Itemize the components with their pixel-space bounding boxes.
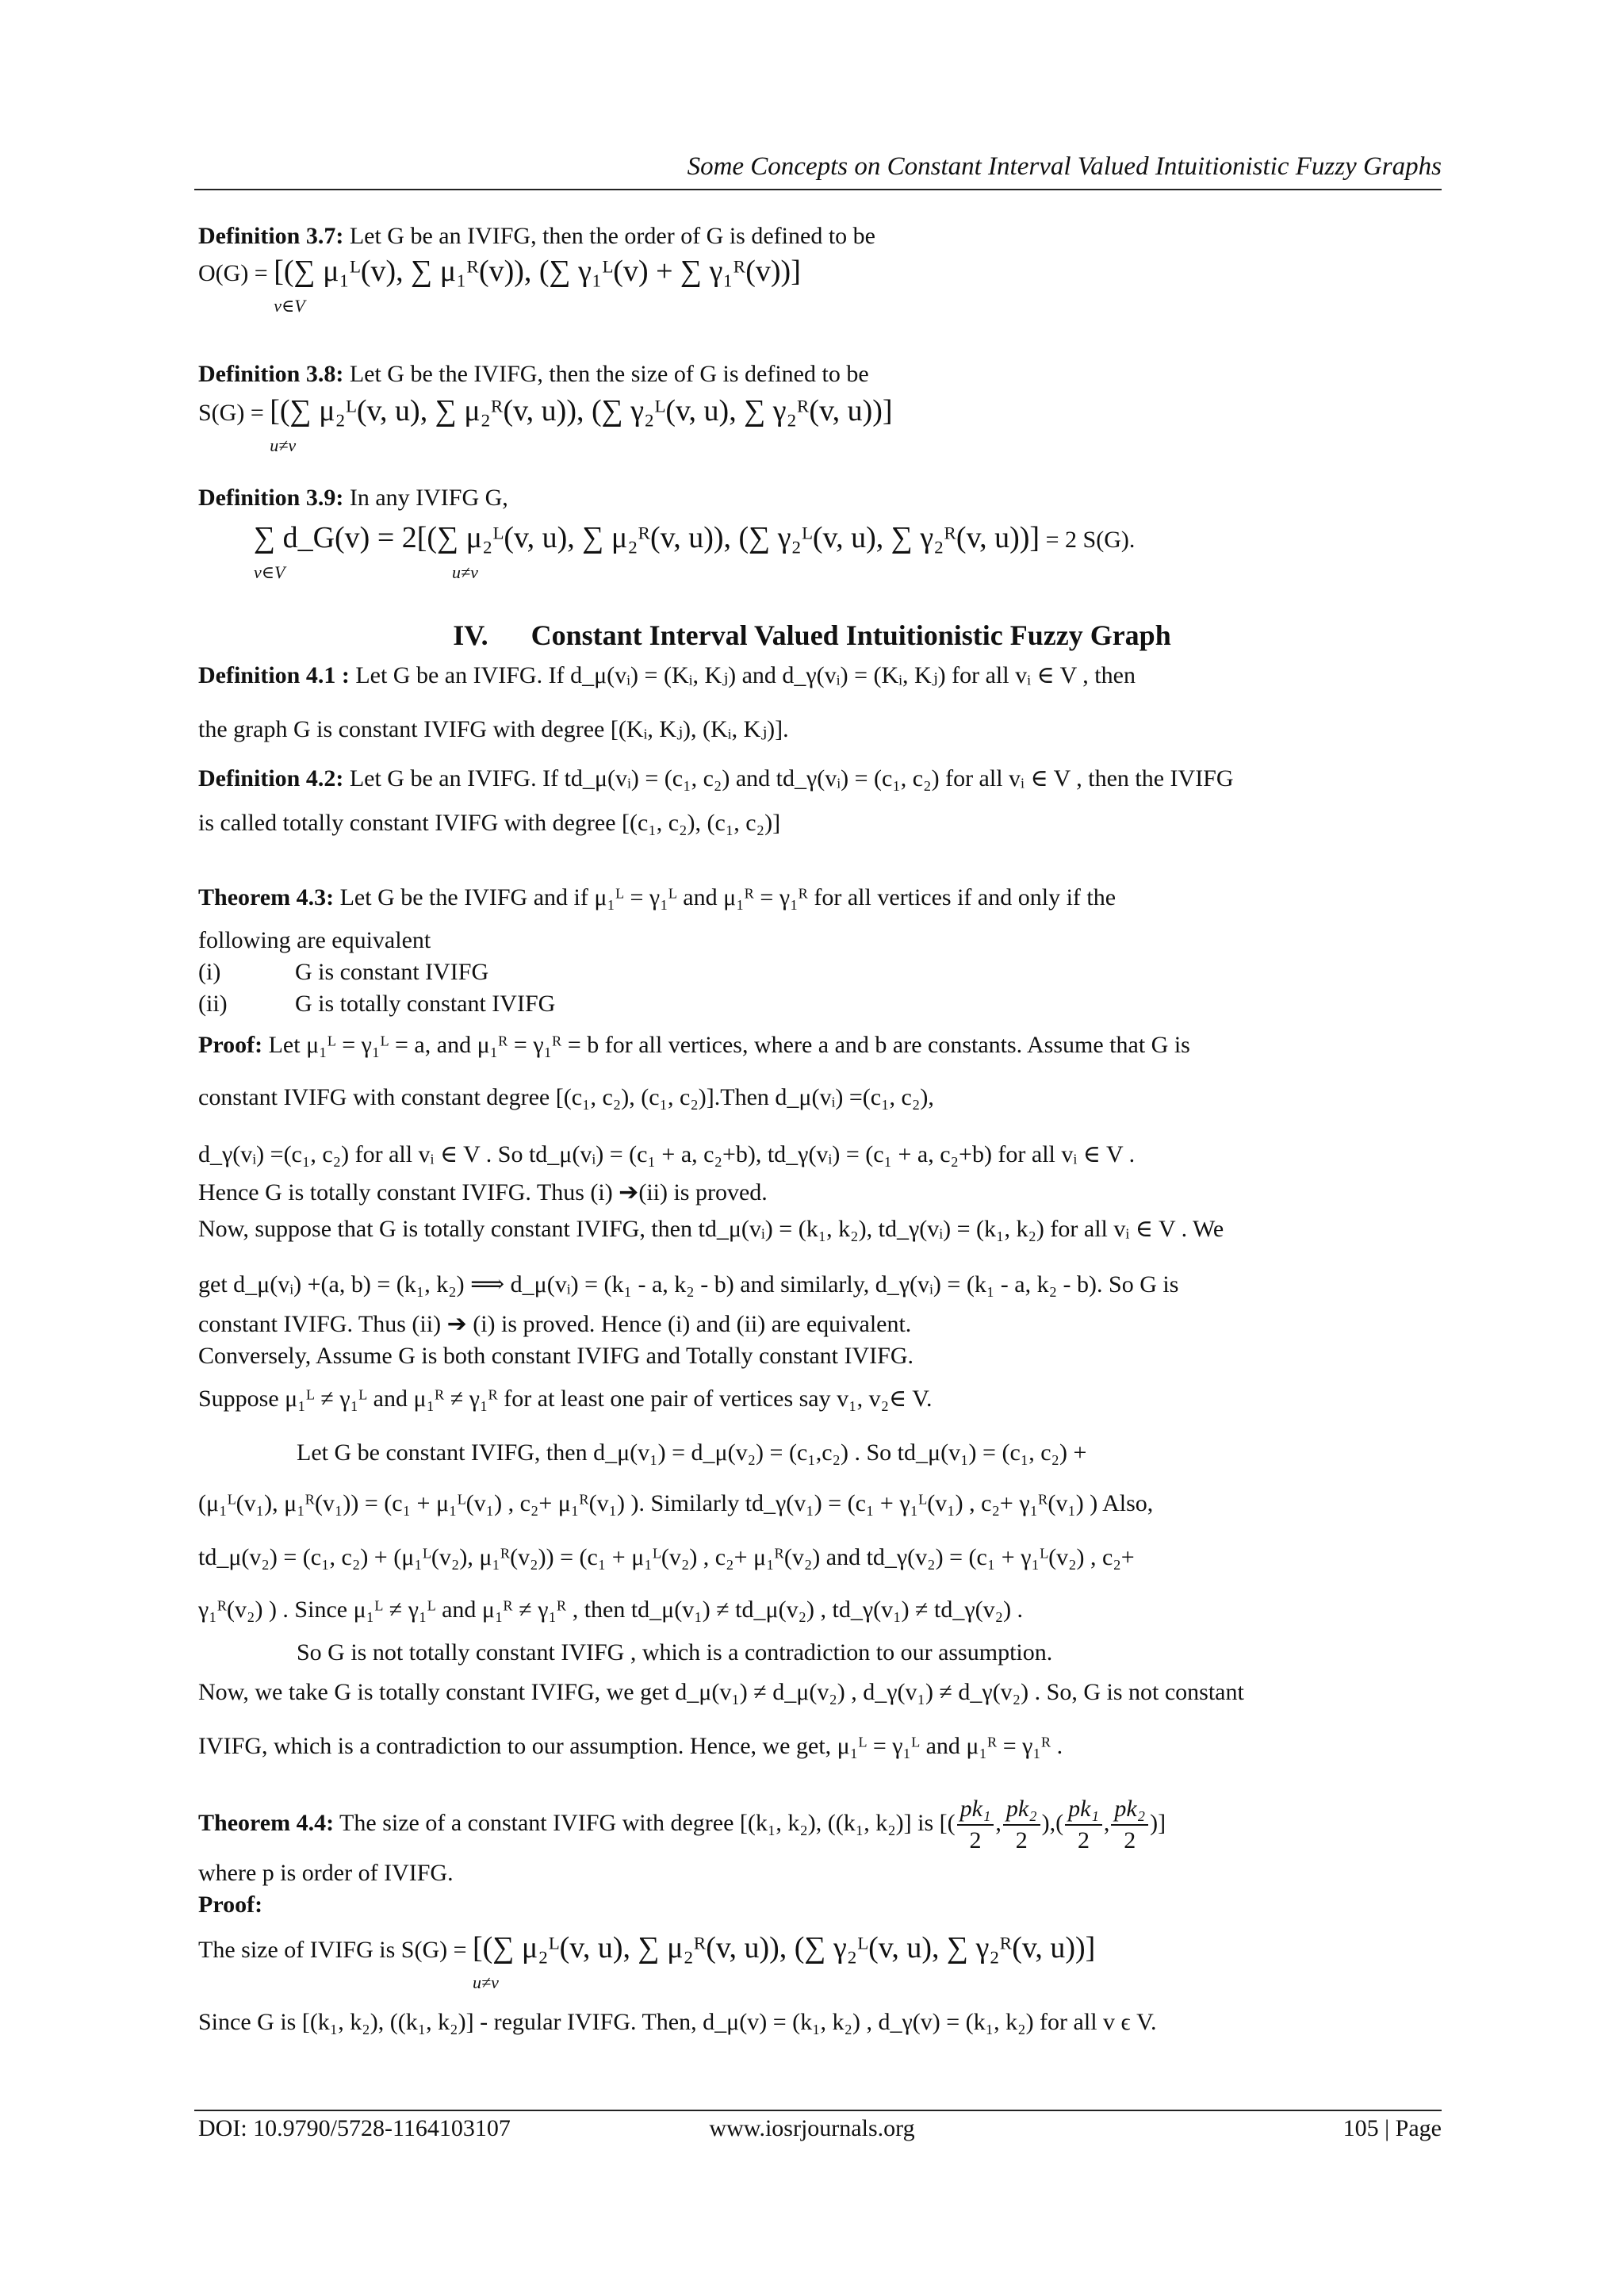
definition-3-7: [198, 220, 1442, 252]
fraction-numerator: pk₂: [1003, 1794, 1040, 1826]
definition-label: Definition 3.8:: [198, 361, 344, 387]
definition-label: Definition 3.7:: [198, 223, 344, 249]
theorem-4-3-line2: following are equivalent: [198, 927, 431, 953]
proof-line: Now, we take G is totally constant IVIFG, we get d_μ(v₁) ≠ d_μ(v₂) , d_γ(v₁) ≠ d_γ(v₂) . So, G is not constant: [198, 1679, 1244, 1705]
theorem-item: [198, 988, 1442, 1020]
fraction-denominator: 2: [1124, 1827, 1136, 1853]
proof-line: Hence G is totally constant IVIFG. Thus (i) ➔(ii) is proved.: [198, 1179, 768, 1205]
proof-heading: [198, 1889, 1442, 1921]
section-heading: [0, 619, 1624, 652]
fraction-numerator: pk₂: [1111, 1794, 1148, 1826]
definition-text: Let G be an IVIFG. If td_μ(vᵢ) = (c₁, c₂) and td_γ(vᵢ) = (c₁, c₂) for all vᵢ ∈ V , then the IVIFG: [343, 765, 1234, 792]
formula-lhs: S(G) =: [198, 400, 270, 426]
definition-label: Definition 4.2:: [198, 765, 344, 792]
summation-index: u≠v: [452, 562, 478, 582]
proof-line: [198, 1931, 1442, 1992]
section-title: Constant Interval Valued Intuitionistic Fuzzy Graph: [530, 619, 1171, 651]
section-number: IV.: [453, 619, 488, 651]
proof-line: Let G be constant IVIFG, then d_μ(v₁) = d_μ(v₂) = (c₁,c₂) . So td_μ(v₁) = (c₁, c₂) +: [297, 1439, 1087, 1466]
running-header: Some Concepts on Constant Interval Valued Intuitionistic Fuzzy Graphs: [687, 152, 1442, 181]
fraction: [1003, 1794, 1040, 1856]
proof-label: Proof:: [198, 1892, 263, 1918]
formula-lhs: O(G) =: [198, 260, 274, 286]
footer-rule: [194, 2110, 1442, 2111]
proof-line: Suppose μ₁ᴸ ≠ γ₁ᴸ and μ₁ᴿ ≠ γ₁ᴿ for at least one pair of vertices say v₁, v₂∈ V.: [198, 1386, 933, 1412]
definition-text: Let G be an IVIFG. If d_μ(vᵢ) = (Kᵢ, Kⱼ) and d_γ(vᵢ) = (Kᵢ, Kⱼ) for all vᵢ ∈ V , then: [349, 662, 1136, 688]
fraction-numerator: pk₁: [957, 1794, 994, 1826]
proof-line: IVIFG, which is a contradiction to our assumption. Hence, we get, μ₁ᴸ = γ₁ᴸ and μ₁ᴿ = γ₁ᴿ .: [198, 1733, 1063, 1759]
summation-index: v∈V: [274, 296, 305, 316]
summation-index: u≠v: [270, 435, 297, 455]
proof-line: get d_μ(vᵢ) +(a, b) = (k₁, k₂) ⟹ d_μ(vᵢ) = (k₁ - a, k₂ - b) and similarly, d_γ(vᵢ) = (k₁ - a, k₂ - b). So G is: [198, 1271, 1179, 1297]
theorem-4-3: [198, 882, 1442, 914]
definition-text: In any IVIFG G,: [343, 485, 508, 511]
summation-index: u≠v: [473, 1972, 499, 1992]
degree-sum-formula: ∑ d_G(v) = 2[(∑ μ₂ᴸ(v, u), ∑ μ₂ᴿ(v, u)), (∑ γ₂ᴸ(v, u), ∑ γ₂ᴿ(v, u))]: [254, 521, 1040, 554]
definition-4-2-line2: is called totally constant IVIFG with degree [(c₁, c₂), (c₁, c₂)]: [198, 810, 781, 836]
item-number: (i): [198, 959, 221, 985]
order-formula-line: [198, 255, 1442, 316]
theorem-text: The size of a constant IVIFG with degree [(k₁, k₂), ((k₁, k₂)] is [(: [334, 1809, 956, 1836]
proof-line: d_γ(vᵢ) =(c₁, c₂) for all vᵢ ∈ V . So td_μ(vᵢ) = (c₁ + a, c₂+b), td_γ(vᵢ) = (c₁ + a, c₂+b) for all vᵢ ∈ V .: [198, 1141, 1136, 1167]
definition-label: Definition 4.1 :: [198, 662, 350, 688]
summation-index: v∈V: [254, 562, 285, 582]
definition-text: Let G be the IVIFG, then the size of G is defined to be: [343, 361, 869, 387]
proof-text: Let μ₁ᴸ = γ₁ᴸ = a, and μ₁ᴿ = γ₁ᴿ = b for all vertices, where a and b are constants. Assume that G is: [262, 1032, 1190, 1058]
doi-text: DOI: 10.9790/5728-1164103107: [198, 2115, 511, 2141]
proof-line: (μ₁ᴸ(v₁), μ₁ᴿ(v₁)) = (c₁ + μ₁ᴸ(v₁) , c₂+ μ₁ᴿ(v₁) ). Similarly td_γ(v₁) = (c₁ + γ₁ᴸ(v₁) , c₂+ γ₁ᴿ(v₁) ) Also,: [198, 1490, 1154, 1516]
fraction: [1065, 1794, 1102, 1856]
definition-4-1-line2: the graph G is constant IVIFG with degree [(Kᵢ, Kⱼ), (Kᵢ, Kⱼ)].: [198, 716, 789, 742]
theorem-4-4: Theorem 4.4: The size of a constant IVIFG with degree [(k₁, k₂), ((k₁, k₂)] is [( $\frac{\text{pk₁}}{2}$ , $\frac{\text{pk₂}}{2}$ ),( $\frac{\text{pk₁}}{2}$ , $\frac{\text{pk₂}}{2}$ )]: [198, 1794, 1442, 1856]
proof-line: constant IVIFG. Thus (ii) ➔ (i) is proved. Hence (i) and (ii) are equivalent.: [198, 1311, 912, 1337]
proof-line: So G is not totally constant IVIFG , which is a contradiction to our assumption.: [297, 1639, 1053, 1665]
fraction-denominator: 2: [969, 1827, 982, 1853]
journal-site-link[interactable]: www.iosrjournals.org: [709, 2115, 915, 2141]
fraction-denominator: 2: [1078, 1827, 1090, 1853]
proof-line: Since G is [(k₁, k₂), ((k₁, k₂)] - regular IVIFG. Then, d_μ(v) = (k₁, k₂) , d_γ(v) = (k₁, k₂) for all v ϵ V.: [198, 2009, 1157, 2035]
theorem-label: Theorem 4.4:: [198, 1809, 335, 1836]
proof-line: [198, 1029, 1442, 1061]
proof-label: Proof:: [198, 1032, 263, 1058]
fraction: [1111, 1794, 1148, 1856]
item-text: G is constant IVIFG: [295, 959, 489, 985]
definition-text: Let G be an IVIFG, then the order of G is defined to be: [343, 223, 875, 249]
fraction-numerator: pk₁: [1065, 1794, 1102, 1826]
theorem-4-4-line2: where p is order of IVIFG.: [198, 1860, 454, 1886]
proof-line: td_μ(v₂) = (c₁, c₂) + (μ₁ᴸ(v₂), μ₁ᴿ(v₂)) = (c₁ + μ₁ᴸ(v₂) , c₂+ μ₁ᴿ(v₂) and td_γ(v₂) = (c₁ + γ₁ᴸ(v₂) , c₂+: [198, 1544, 1135, 1570]
theorem-text: Let G be the IVIFG and if μ₁ᴸ = γ₁ᴸ and μ₁ᴿ = γ₁ᴿ for all vertices if and only if the: [334, 884, 1116, 910]
theorem-item: [198, 956, 1442, 988]
item-number: (ii): [198, 991, 228, 1017]
definition-4-1: [198, 660, 1442, 692]
item-text: G is totally constant IVIFG: [295, 991, 556, 1017]
size-formula: [(∑ μ₂ᴸ(v, u), ∑ μ₂ᴿ(v, u)), (∑ γ₂ᴸ(v, u), ∑ γ₂ᴿ(v, u))]: [270, 394, 893, 427]
fraction: [957, 1794, 994, 1856]
degree-sum-formula-line: [254, 521, 1442, 582]
proof-line: Conversely, Assume G is both constant IVIFG and Totally constant IVIFG.: [198, 1343, 914, 1369]
page-number: 105 | Page: [1342, 2115, 1442, 2141]
size-formula: [(∑ μ₂ᴸ(v, u), ∑ μ₂ᴿ(v, u)), (∑ γ₂ᴸ(v, u), ∑ γ₂ᴿ(v, u))]: [473, 1931, 1096, 1964]
proof-line: γ₁ᴿ(v₂) ) . Since μ₁ᴸ ≠ γ₁ᴸ and μ₁ᴿ ≠ γ₁ᴿ , then td_μ(v₁) ≠ td_μ(v₂) , td_γ(v₁) ≠ td_γ(v₂) .: [198, 1596, 1024, 1623]
theorem-label: Theorem 4.3:: [198, 884, 335, 910]
header-rule: [194, 189, 1442, 190]
proof-line: constant IVIFG with constant degree [(c₁, c₂), (c₁, c₂)].Then d_μ(vᵢ) =(c₁, c₂),: [198, 1084, 934, 1110]
definition-label: Definition 3.9:: [198, 485, 344, 511]
definition-3-9: [198, 482, 1442, 514]
proof-line: Now, suppose that G is totally constant IVIFG, then td_μ(vᵢ) = (k₁, k₂), td_γ(vᵢ) = (k₁, k₂) for all vᵢ ∈ V . We: [198, 1216, 1224, 1242]
formula-tail: = 2 S(G).: [1040, 527, 1136, 553]
fraction-denominator: 2: [1015, 1827, 1028, 1853]
definition-3-8: [198, 358, 1442, 390]
formula-lhs: The size of IVIFG is S(G) =: [198, 1937, 473, 1963]
order-formula: [(∑ μ₁ᴸ(v), ∑ μ₁ᴿ(v)), (∑ γ₁ᴸ(v) + ∑ γ₁ᴿ(v))]: [274, 255, 801, 288]
definition-4-2: [198, 763, 1442, 795]
size-formula-line: [198, 394, 1442, 455]
